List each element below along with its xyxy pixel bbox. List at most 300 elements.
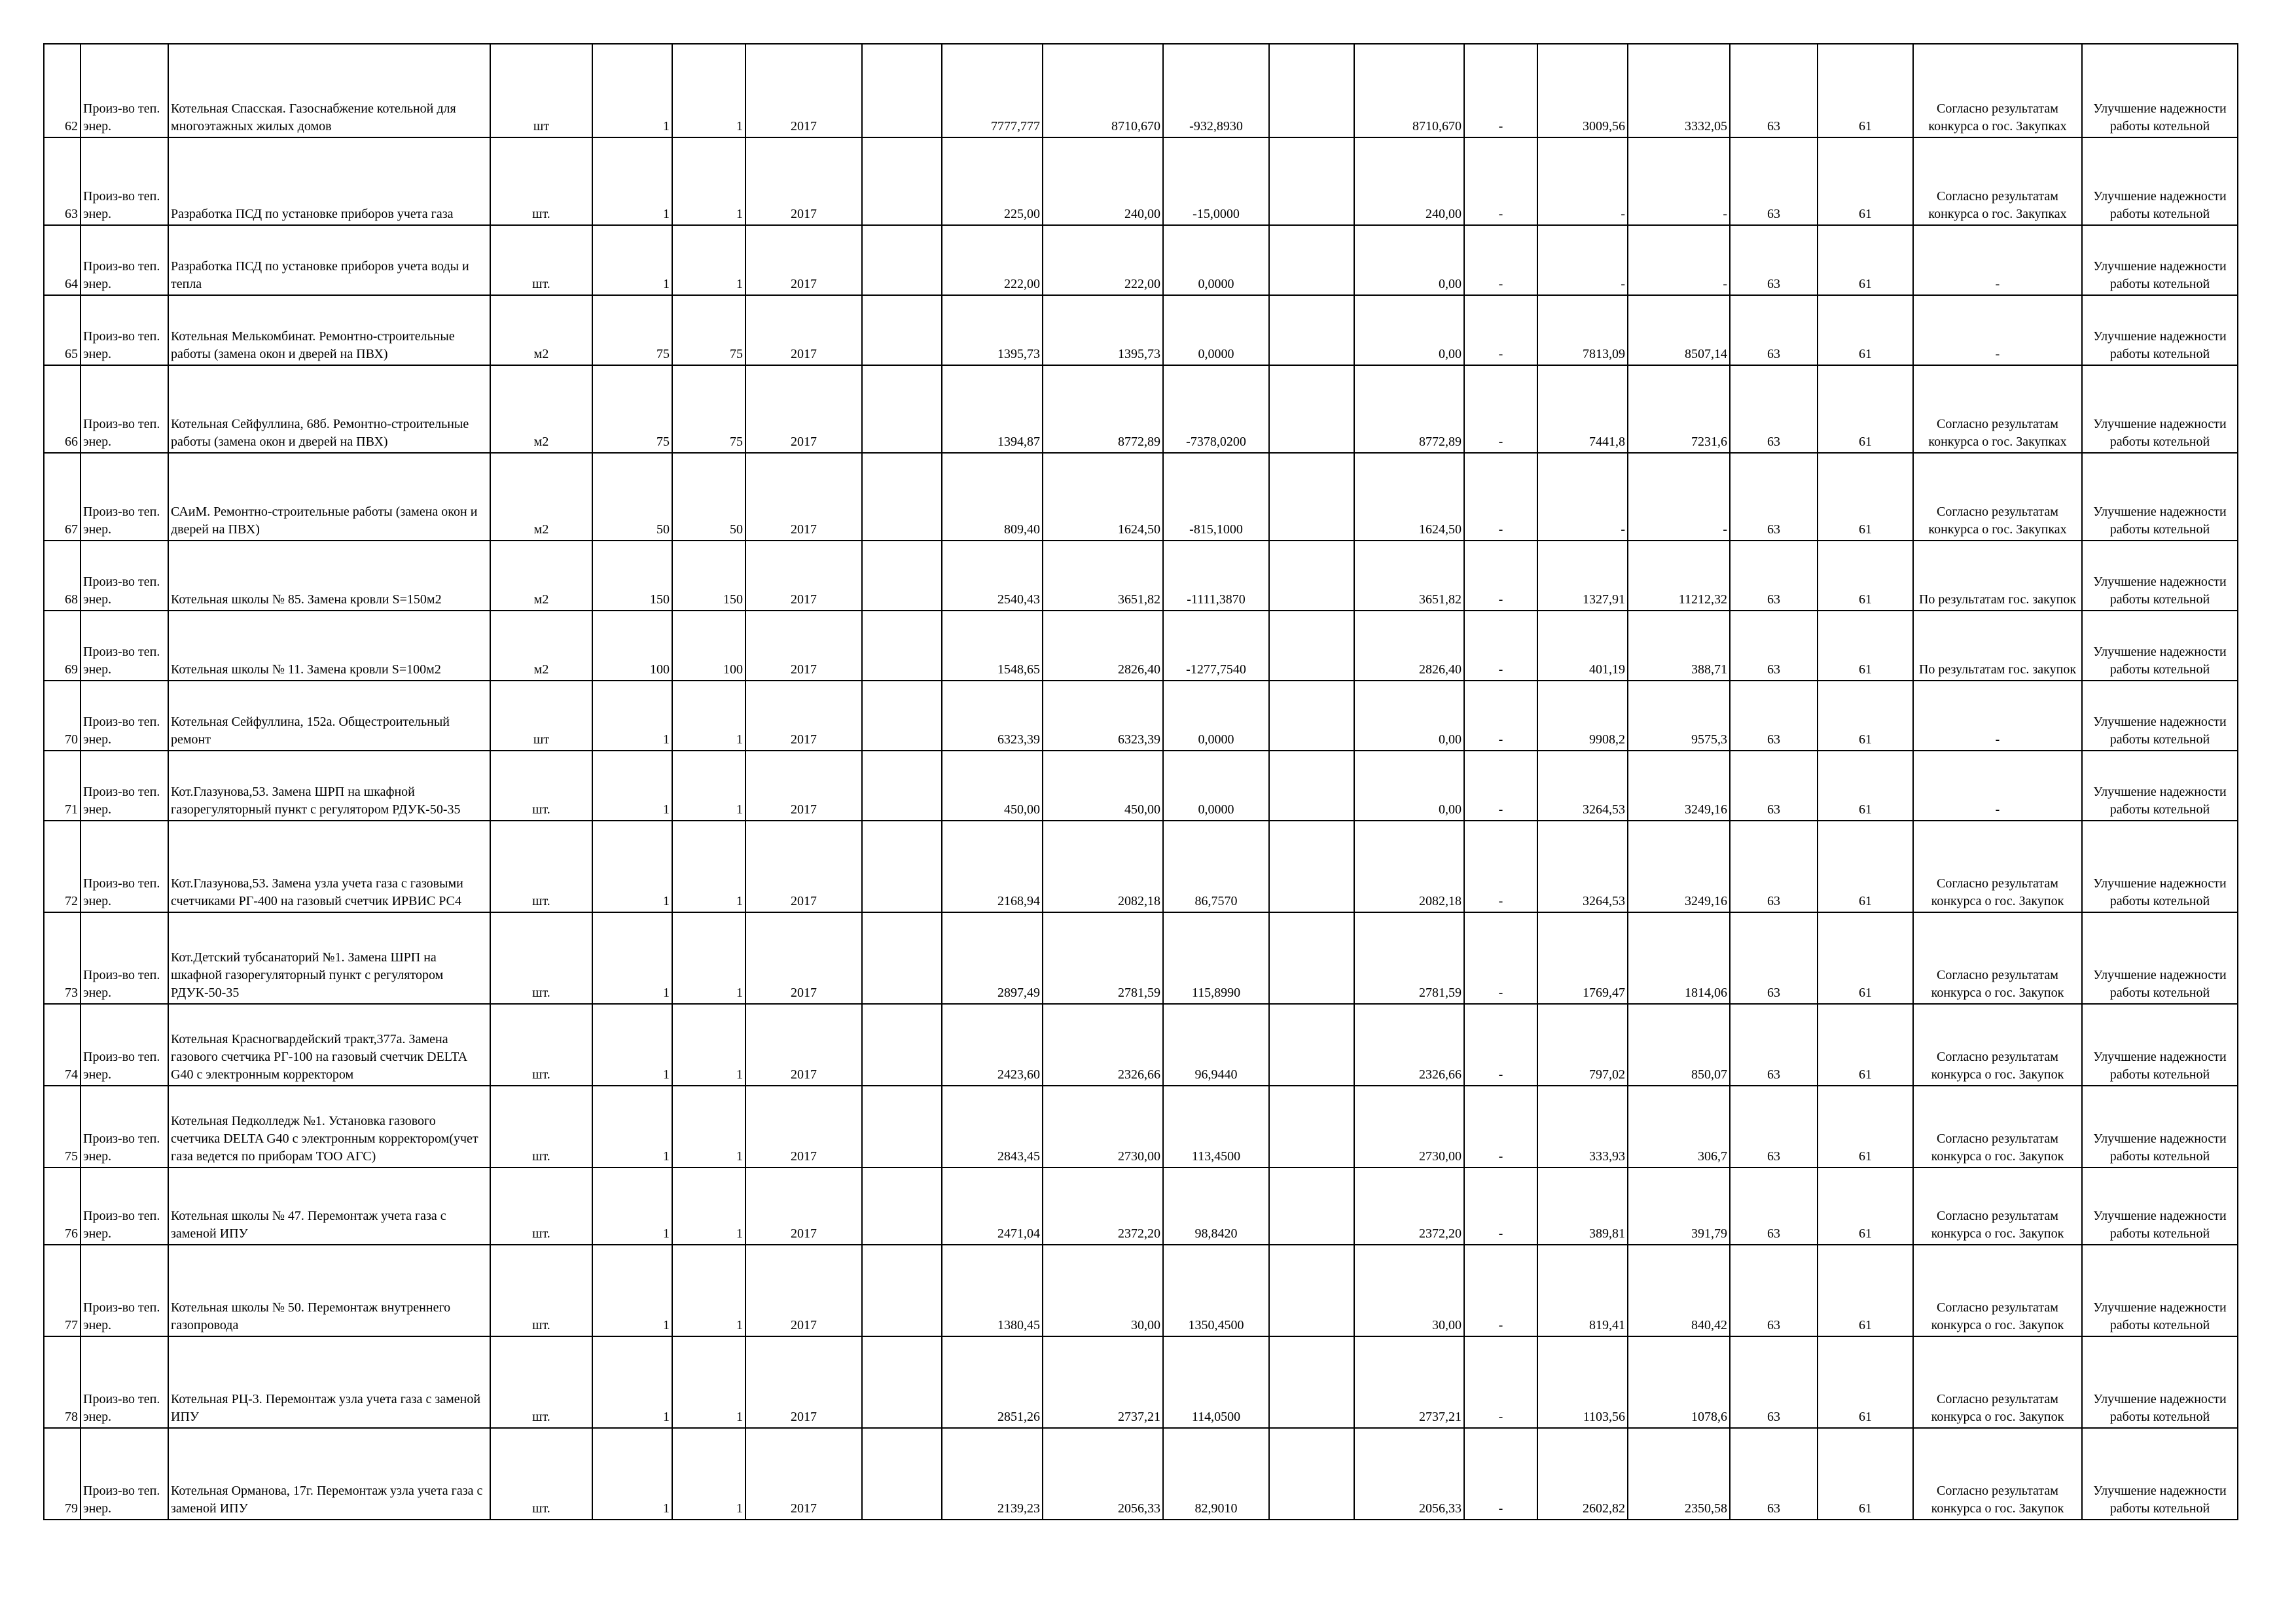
- unit: м2: [490, 453, 592, 541]
- empty-cell: [862, 1336, 942, 1428]
- row-number: 74: [44, 1004, 81, 1086]
- quantity-fact: 75: [672, 295, 745, 365]
- amount-actual: 1624,50: [1354, 453, 1464, 541]
- value-before: 819,41: [1537, 1245, 1628, 1336]
- table-row: [44, 137, 2238, 225]
- project-goal: Улучшение надежности работы котельной: [2082, 1168, 2238, 1245]
- year: 2017: [745, 44, 862, 137]
- year: 2017: [745, 1245, 862, 1336]
- empty-cell: [1269, 821, 1354, 912]
- quantity-plan: 1: [592, 1428, 672, 1520]
- amount-actual: 2826,40: [1354, 611, 1464, 681]
- amount-actual: 0,00: [1354, 295, 1464, 365]
- quantity-plan: 50: [592, 453, 672, 541]
- amount-deviation: 113,4500: [1163, 1086, 1269, 1168]
- value-after: 850,07: [1628, 1004, 1730, 1086]
- amount-fact: 2056,33: [1043, 1428, 1163, 1520]
- unit: шт.: [490, 225, 592, 295]
- index-b: 61: [1818, 44, 1913, 137]
- index-a: 63: [1730, 912, 1818, 1004]
- quantity-fact: 1: [672, 1245, 745, 1336]
- index-b: 61: [1818, 453, 1913, 541]
- empty-cell: [862, 912, 942, 1004]
- project-name: Котельная РЦ-3. Перемонтаж узла учета газа с заменой ИПУ: [168, 1336, 490, 1428]
- amount-actual: 30,00: [1354, 1245, 1464, 1336]
- project-name: Котельная Педколледж №1. Установка газового счетчика DELTA G40 с электронным корректором(учет газа ведется по приборам ТОО АГС): [168, 1086, 490, 1168]
- table-row: [44, 44, 2238, 137]
- project-goal: Улучшение надежности работы котельной: [2082, 1245, 2238, 1336]
- value-after: 1078,6: [1628, 1336, 1730, 1428]
- amount-deviation: 0,0000: [1163, 681, 1269, 751]
- index-b: 61: [1818, 225, 1913, 295]
- deviation-note: Согласно результатам конкурса о гос. Закупок: [1913, 1336, 2082, 1428]
- index-b: 61: [1818, 1428, 1913, 1520]
- quantity-plan: 1: [592, 751, 672, 821]
- quantity-plan: 1: [592, 681, 672, 751]
- index-b: 61: [1818, 1245, 1913, 1336]
- unit: м2: [490, 611, 592, 681]
- table-row: [44, 1086, 2238, 1168]
- index-a: 63: [1730, 137, 1818, 225]
- year: 2017: [745, 365, 862, 453]
- index-a: 63: [1730, 1336, 1818, 1428]
- empty-cell: [1269, 1086, 1354, 1168]
- index-a: 63: [1730, 1168, 1818, 1245]
- equipment-type: Произ-во теп. энер.: [81, 225, 168, 295]
- year: 2017: [745, 912, 862, 1004]
- value-after: 8507,14: [1628, 295, 1730, 365]
- equipment-type: Произ-во теп. энер.: [81, 821, 168, 912]
- value-after: 1814,06: [1628, 912, 1730, 1004]
- index-a: 63: [1730, 751, 1818, 821]
- quantity-plan: 1: [592, 1168, 672, 1245]
- amount-plan: 450,00: [942, 751, 1043, 821]
- amount-fact: 8710,670: [1043, 44, 1163, 137]
- dash-cell: -: [1464, 681, 1537, 751]
- project-name: Котельная Сейфуллина, 152а. Общестроительный ремонт: [168, 681, 490, 751]
- amount-deviation: 0,0000: [1163, 295, 1269, 365]
- quantity-fact: 1: [672, 1168, 745, 1245]
- empty-cell: [862, 1004, 942, 1086]
- row-number: 70: [44, 681, 81, 751]
- equipment-type: Произ-во теп. энер.: [81, 1086, 168, 1168]
- value-before: 9908,2: [1537, 681, 1628, 751]
- amount-fact: 2326,66: [1043, 1004, 1163, 1086]
- amount-plan: 2843,45: [942, 1086, 1043, 1168]
- empty-cell: [1269, 44, 1354, 137]
- project-goal: Улучшение надежности работы котельной: [2082, 295, 2238, 365]
- value-before: 1103,56: [1537, 1336, 1628, 1428]
- quantity-plan: 1: [592, 137, 672, 225]
- amount-actual: 2326,66: [1354, 1004, 1464, 1086]
- amount-fact: 240,00: [1043, 137, 1163, 225]
- index-a: 63: [1730, 453, 1818, 541]
- year: 2017: [745, 541, 862, 611]
- quantity-fact: 1: [672, 751, 745, 821]
- value-before: 1769,47: [1537, 912, 1628, 1004]
- empty-cell: [1269, 541, 1354, 611]
- value-before: 7813,09: [1537, 295, 1628, 365]
- index-b: 61: [1818, 1168, 1913, 1245]
- project-name: САиМ. Ремонтно-строительные работы (замена окон и дверей на ПВХ): [168, 453, 490, 541]
- deviation-note: Согласно результатам конкурса о гос. Закупках: [1913, 365, 2082, 453]
- value-after: 840,42: [1628, 1245, 1730, 1336]
- value-after: 3249,16: [1628, 751, 1730, 821]
- quantity-fact: 1: [672, 44, 745, 137]
- unit: м2: [490, 365, 592, 453]
- value-after: 391,79: [1628, 1168, 1730, 1245]
- table-row: [44, 1428, 2238, 1520]
- deviation-note: Согласно результатам конкурса о гос. Закупках: [1913, 137, 2082, 225]
- empty-cell: [862, 1245, 942, 1336]
- amount-plan: 1380,45: [942, 1245, 1043, 1336]
- amount-actual: 3651,82: [1354, 541, 1464, 611]
- amount-deviation: 0,0000: [1163, 225, 1269, 295]
- quantity-plan: 1: [592, 912, 672, 1004]
- deviation-note: Согласно результатам конкурса о гос. Закупках: [1913, 453, 2082, 541]
- unit: м2: [490, 295, 592, 365]
- index-b: 61: [1818, 541, 1913, 611]
- quantity-plan: 1: [592, 1336, 672, 1428]
- dash-cell: -: [1464, 1168, 1537, 1245]
- quantity-fact: 1: [672, 912, 745, 1004]
- table-row: [44, 541, 2238, 611]
- project-name: Котельная школы № 11. Замена кровли S=100м2: [168, 611, 490, 681]
- project-goal: Улучшение надежности работы котельной: [2082, 821, 2238, 912]
- empty-cell: [1269, 365, 1354, 453]
- equipment-type: Произ-во теп. энер.: [81, 44, 168, 137]
- year: 2017: [745, 1086, 862, 1168]
- index-a: 63: [1730, 611, 1818, 681]
- table-row: [44, 295, 2238, 365]
- amount-deviation: 86,7570: [1163, 821, 1269, 912]
- project-goal: Улучшение надежности работы котельной: [2082, 1428, 2238, 1520]
- quantity-plan: 1: [592, 1086, 672, 1168]
- index-a: 63: [1730, 681, 1818, 751]
- amount-fact: 8772,89: [1043, 365, 1163, 453]
- amount-deviation: 1350,4500: [1163, 1245, 1269, 1336]
- dash-cell: -: [1464, 1086, 1537, 1168]
- value-before: 3264,53: [1537, 751, 1628, 821]
- amount-fact: 450,00: [1043, 751, 1163, 821]
- empty-cell: [862, 137, 942, 225]
- project-goal: Улучшение надежности работы котельной: [2082, 751, 2238, 821]
- dash-cell: -: [1464, 1004, 1537, 1086]
- investment-table: [43, 43, 2238, 1520]
- amount-deviation: 115,8990: [1163, 912, 1269, 1004]
- quantity-fact: 1: [672, 1004, 745, 1086]
- deviation-note: -: [1913, 681, 2082, 751]
- amount-plan: 2168,94: [942, 821, 1043, 912]
- project-goal: Улучшение надежности работы котельной: [2082, 611, 2238, 681]
- quantity-plan: 1: [592, 44, 672, 137]
- dash-cell: -: [1464, 137, 1537, 225]
- project-name: Котельная Спасская. Газоснабжение котельной для многоэтажных жилых домов: [168, 44, 490, 137]
- empty-cell: [862, 751, 942, 821]
- year: 2017: [745, 1336, 862, 1428]
- amount-deviation: -1111,3870: [1163, 541, 1269, 611]
- empty-cell: [862, 541, 942, 611]
- dash-cell: -: [1464, 541, 1537, 611]
- index-b: 61: [1818, 1086, 1913, 1168]
- amount-plan: 2139,23: [942, 1428, 1043, 1520]
- quantity-plan: 1: [592, 1004, 672, 1086]
- project-goal: Улучшение надежности работы котельной: [2082, 1336, 2238, 1428]
- project-name: Кот.Глазунова,53. Замена узла учета газа с газовыми счетчиками РГ-400 на газовый счетчик ИРВИС РС4: [168, 821, 490, 912]
- amount-deviation: -7378,0200: [1163, 365, 1269, 453]
- table-row: [44, 1336, 2238, 1428]
- amount-actual: 2730,00: [1354, 1086, 1464, 1168]
- value-after: -: [1628, 225, 1730, 295]
- dash-cell: -: [1464, 611, 1537, 681]
- amount-fact: 222,00: [1043, 225, 1163, 295]
- project-name: Котельная школы № 85. Замена кровли S=150м2: [168, 541, 490, 611]
- value-before: 797,02: [1537, 1004, 1628, 1086]
- index-b: 61: [1818, 137, 1913, 225]
- amount-actual: 8772,89: [1354, 365, 1464, 453]
- project-goal: Улучшение надежности работы котельной: [2082, 453, 2238, 541]
- dash-cell: -: [1464, 751, 1537, 821]
- value-after: 11212,32: [1628, 541, 1730, 611]
- value-after: 388,71: [1628, 611, 1730, 681]
- deviation-note: Согласно результатам конкурса о гос. Закупок: [1913, 1428, 2082, 1520]
- amount-deviation: 114,0500: [1163, 1336, 1269, 1428]
- unit: шт.: [490, 821, 592, 912]
- amount-plan: 2897,49: [942, 912, 1043, 1004]
- equipment-type: Произ-во теп. энер.: [81, 1336, 168, 1428]
- project-goal: Улучшение надежности работы котельной: [2082, 1004, 2238, 1086]
- index-b: 61: [1818, 912, 1913, 1004]
- value-after: -: [1628, 137, 1730, 225]
- amount-actual: 2372,20: [1354, 1168, 1464, 1245]
- amount-fact: 2781,59: [1043, 912, 1163, 1004]
- value-before: 2602,82: [1537, 1428, 1628, 1520]
- table-row: [44, 751, 2238, 821]
- deviation-note: -: [1913, 751, 2082, 821]
- project-name: Кот.Детский тубсанаторий №1. Замена ШРП на шкафной газорегуляторный пункт с регулятором РДУК-50-35: [168, 912, 490, 1004]
- empty-cell: [1269, 912, 1354, 1004]
- amount-fact: 2826,40: [1043, 611, 1163, 681]
- equipment-type: Произ-во теп. энер.: [81, 365, 168, 453]
- value-before: -: [1537, 225, 1628, 295]
- row-number: 68: [44, 541, 81, 611]
- equipment-type: Произ-во теп. энер.: [81, 1004, 168, 1086]
- project-name: Кот.Глазунова,53. Замена ШРП на шкафной газорегуляторный пункт с регулятором РДУК-50-35: [168, 751, 490, 821]
- project-name: Котельная Сейфуллина, 68б. Ремонтно-строительные работы (замена окон и дверей на ПВХ): [168, 365, 490, 453]
- index-b: 61: [1818, 611, 1913, 681]
- dash-cell: -: [1464, 1336, 1537, 1428]
- empty-cell: [862, 295, 942, 365]
- empty-cell: [1269, 1004, 1354, 1086]
- amount-plan: 1394,87: [942, 365, 1043, 453]
- amount-plan: 6323,39: [942, 681, 1043, 751]
- index-a: 63: [1730, 1004, 1818, 1086]
- index-b: 61: [1818, 681, 1913, 751]
- table-row: [44, 681, 2238, 751]
- value-after: 2350,58: [1628, 1428, 1730, 1520]
- empty-cell: [862, 681, 942, 751]
- empty-cell: [1269, 137, 1354, 225]
- year: 2017: [745, 1168, 862, 1245]
- quantity-fact: 50: [672, 453, 745, 541]
- deviation-note: Согласно результатам конкурса о гос. Закупок: [1913, 1245, 2082, 1336]
- year: 2017: [745, 681, 862, 751]
- table-row: [44, 1168, 2238, 1245]
- index-a: 63: [1730, 541, 1818, 611]
- amount-plan: 2423,60: [942, 1004, 1043, 1086]
- quantity-fact: 75: [672, 365, 745, 453]
- index-a: 63: [1730, 365, 1818, 453]
- year: 2017: [745, 453, 862, 541]
- equipment-type: Произ-во теп. энер.: [81, 912, 168, 1004]
- index-b: 61: [1818, 751, 1913, 821]
- dash-cell: -: [1464, 225, 1537, 295]
- year: 2017: [745, 821, 862, 912]
- quantity-fact: 1: [672, 1086, 745, 1168]
- empty-cell: [1269, 681, 1354, 751]
- project-name: Разработка ПСД по установке приборов учета воды и тепла: [168, 225, 490, 295]
- table-row: [44, 365, 2238, 453]
- row-number: 66: [44, 365, 81, 453]
- year: 2017: [745, 295, 862, 365]
- year: 2017: [745, 751, 862, 821]
- amount-plan: 809,40: [942, 453, 1043, 541]
- index-b: 61: [1818, 295, 1913, 365]
- quantity-plan: 1: [592, 225, 672, 295]
- empty-cell: [1269, 1336, 1354, 1428]
- table-row: [44, 611, 2238, 681]
- empty-cell: [1269, 225, 1354, 295]
- row-number: 71: [44, 751, 81, 821]
- project-goal: Улучшение надежности работы котельной: [2082, 44, 2238, 137]
- amount-actual: 240,00: [1354, 137, 1464, 225]
- dash-cell: -: [1464, 365, 1537, 453]
- amount-actual: 2737,21: [1354, 1336, 1464, 1428]
- deviation-note: -: [1913, 295, 2082, 365]
- dash-cell: -: [1464, 821, 1537, 912]
- index-b: 61: [1818, 1336, 1913, 1428]
- year: 2017: [745, 611, 862, 681]
- empty-cell: [862, 1168, 942, 1245]
- empty-cell: [862, 821, 942, 912]
- amount-deviation: -15,0000: [1163, 137, 1269, 225]
- amount-plan: 2540,43: [942, 541, 1043, 611]
- quantity-plan: 75: [592, 365, 672, 453]
- deviation-note: По результатам гос. закупок: [1913, 611, 2082, 681]
- value-before: -: [1537, 137, 1628, 225]
- index-b: 61: [1818, 821, 1913, 912]
- amount-actual: 0,00: [1354, 751, 1464, 821]
- amount-actual: 0,00: [1354, 225, 1464, 295]
- table-row: [44, 821, 2238, 912]
- equipment-type: Произ-во теп. энер.: [81, 541, 168, 611]
- index-a: 63: [1730, 225, 1818, 295]
- deviation-note: По результатам гос. закупок: [1913, 541, 2082, 611]
- empty-cell: [862, 1428, 942, 1520]
- value-before: 7441,8: [1537, 365, 1628, 453]
- empty-cell: [1269, 611, 1354, 681]
- quantity-plan: 1: [592, 821, 672, 912]
- project-name: Котельная школы № 50. Перемонтаж внутреннего газопровода: [168, 1245, 490, 1336]
- amount-deviation: 0,0000: [1163, 751, 1269, 821]
- row-number: 65: [44, 295, 81, 365]
- amount-actual: 2056,33: [1354, 1428, 1464, 1520]
- value-after: 3249,16: [1628, 821, 1730, 912]
- row-number: 79: [44, 1428, 81, 1520]
- dash-cell: -: [1464, 1245, 1537, 1336]
- equipment-type: Произ-во теп. энер.: [81, 1245, 168, 1336]
- equipment-type: Произ-во теп. энер.: [81, 453, 168, 541]
- quantity-fact: 1: [672, 1336, 745, 1428]
- amount-deviation: -932,8930: [1163, 44, 1269, 137]
- unit: шт.: [490, 751, 592, 821]
- index-a: 63: [1730, 1086, 1818, 1168]
- equipment-type: Произ-во теп. энер.: [81, 137, 168, 225]
- amount-plan: 2471,04: [942, 1168, 1043, 1245]
- index-a: 63: [1730, 295, 1818, 365]
- unit: шт.: [490, 1428, 592, 1520]
- value-before: 1327,91: [1537, 541, 1628, 611]
- empty-cell: [862, 225, 942, 295]
- unit: шт.: [490, 1336, 592, 1428]
- index-a: 63: [1730, 1428, 1818, 1520]
- quantity-fact: 100: [672, 611, 745, 681]
- unit: шт.: [490, 1004, 592, 1086]
- value-after: -: [1628, 453, 1730, 541]
- unit: шт.: [490, 1168, 592, 1245]
- empty-cell: [1269, 295, 1354, 365]
- empty-cell: [862, 1086, 942, 1168]
- amount-fact: 2082,18: [1043, 821, 1163, 912]
- row-number: 75: [44, 1086, 81, 1168]
- amount-actual: 0,00: [1354, 681, 1464, 751]
- amount-deviation: -815,1000: [1163, 453, 1269, 541]
- row-number: 72: [44, 821, 81, 912]
- year: 2017: [745, 1428, 862, 1520]
- row-number: 77: [44, 1245, 81, 1336]
- unit: шт.: [490, 1245, 592, 1336]
- project-goal: Улучшение надежности работы котельной: [2082, 681, 2238, 751]
- empty-cell: [862, 44, 942, 137]
- unit: шт.: [490, 912, 592, 1004]
- empty-cell: [862, 453, 942, 541]
- amount-fact: 1395,73: [1043, 295, 1163, 365]
- unit: шт.: [490, 1086, 592, 1168]
- deviation-note: Согласно результатам конкурса о гос. Закупок: [1913, 1168, 2082, 1245]
- empty-cell: [862, 365, 942, 453]
- equipment-type: Произ-во теп. энер.: [81, 681, 168, 751]
- amount-actual: 2082,18: [1354, 821, 1464, 912]
- year: 2017: [745, 225, 862, 295]
- value-before: 401,19: [1537, 611, 1628, 681]
- value-after: 7231,6: [1628, 365, 1730, 453]
- deviation-note: -: [1913, 225, 2082, 295]
- quantity-fact: 150: [672, 541, 745, 611]
- deviation-note: Согласно результатам конкурса о гос. Закупках: [1913, 44, 2082, 137]
- amount-fact: 3651,82: [1043, 541, 1163, 611]
- empty-cell: [1269, 751, 1354, 821]
- amount-plan: 1548,65: [942, 611, 1043, 681]
- value-before: 3264,53: [1537, 821, 1628, 912]
- quantity-plan: 100: [592, 611, 672, 681]
- dash-cell: -: [1464, 1428, 1537, 1520]
- project-goal: Улучшение надежности работы котельной: [2082, 541, 2238, 611]
- year: 2017: [745, 137, 862, 225]
- value-after: 306,7: [1628, 1086, 1730, 1168]
- table-row: [44, 1004, 2238, 1086]
- quantity-fact: 1: [672, 225, 745, 295]
- equipment-type: Произ-во теп. энер.: [81, 1168, 168, 1245]
